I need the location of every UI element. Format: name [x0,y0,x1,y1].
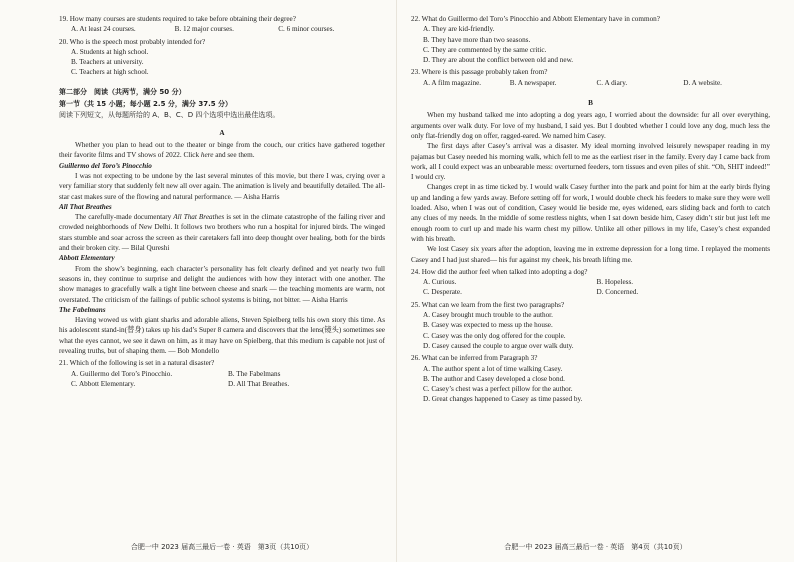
review-pinocchio: I was not expecting to be undone by the last several minutes of this movie, but there I was, crying over a very familiar story that suddenly felt new all over again. The animation is lively and beautifully detailed. The all-star cast makes sure of the flowing and natural performance. — Aisha Harris [59,171,385,201]
option-b: B. 12 major courses. [174,25,234,34]
option-a: A. They are kid-friendly. [423,25,495,34]
option-b: B. Teachers at university. [71,58,144,67]
option-d: D. Concerned. [596,288,639,297]
question-stem: 24. How did the author feel when talked into adopting a dog? [411,267,588,276]
passage-intro [59,140,385,161]
passage-b-paragraph-4: We lost Casey six years after the adoption, leaving me in extreme depression for a long time. I replayed the moments Casey and I had just shared— his fur against my cheek, his breath lifting me. [411,245,770,264]
option-a: A. Casey brought much trouble to the author. [423,311,553,320]
option-c: C. Casey’s chest was a perfect pillow for the author. [423,385,573,394]
intro-text: Whether you plan to head out to the theater or binge from the couch, our critics have gathered together their favorite films and TV shows of 2022. Click [59,141,385,160]
option-b: B. The Fabelmans [228,369,281,378]
options-row [411,78,770,88]
part-two-title: 第二部分 阅读（共两节，满分 50 分） [59,87,186,96]
question-19 [59,14,385,35]
here-link[interactable]: here [200,151,214,160]
review-abbott: From the show’s beginning, each character’s personality has felt clearly defined and yet nearly two full seasons in, they continue to surprise and delight the audiences with how they interact with one another. The show manages to gracefully walk a tight line between cheese and snark — the teaching moments are warm, not overstated. The criticism of the failings of public school systems is biting, not bitter. — Aisha Harris [59,264,385,304]
intro-text-end: and see them. [213,151,255,160]
passage-a-label: A [219,128,225,137]
question-stem: 21. Which of the following is set in a natural disaster? [59,359,215,368]
page-footer: 合肥一中 2023 届高三最后一卷 · 英语 第4页（共10页） [504,543,687,551]
options-row [59,379,385,389]
option-d: D. Casey caused the couple to argue over walk duty. [423,341,574,350]
review-text-end: is set in the climate catastrophe of the failing river and crowded neighborhoods of New Delhi. It follows two brothers who run a hospital for injured birds. The winged stars stumble and soar across the screen as their caretakers fall into deep thought over healing, both for the birds and their broken city. — Bilal Qureshi [59,213,385,253]
option-d: D. Great changes happened to Casey as time passed by. [423,395,583,404]
section-one-title: 第一节（共 15 小题；每小题 2.5 分，满分 37.5 分） [59,99,233,108]
passage-b-paragraph-2: The first days after Casey’s arrival was a disaster. My ideal morning involved leisurely newspaper reading in my pajamas but Casey needed his morning walk, which fell to me as the earliest riser in the family. Every day I came back from work, all I could expect was an unbearable mess: overturned feeders, torn tissues and even piles of shit. “Oh, SHIT indeed!” I would cry. [411,142,770,182]
question-24 [411,267,770,298]
question-stem: 20. Who is the speech most probably intended for? [59,37,206,46]
option-b: B. A newspaper. [509,78,557,87]
option-c: C. Teachers at high school. [71,68,149,77]
option-b: B. Hopeless. [596,278,634,287]
option-a: A. Curious. [423,278,457,287]
options-row [411,287,770,297]
question-stem: 26. What can be inferred from Paragraph 3? [411,354,538,363]
option-b: B. Casey was expected to mess up the house. [423,321,553,330]
option-d: D. All That Breathes. [228,379,290,388]
reading-instruction: 阅读下列短文，从每题所给的 A、B、C、D 四个选项中选出最佳选项。 [59,110,280,119]
options-row [59,24,385,34]
question-stem: 19. How many courses are students required to take before obtaining their degree? [59,15,296,23]
option-c: C. 6 minor courses. [278,25,335,34]
question-25 [411,300,770,351]
question-stem: 23. Where is this passage probably taken from? [411,68,548,77]
review-title-abbott: Abbott Elementary [59,254,115,263]
question-stem: 25. What can we learn from the first two paragraphs? [411,300,565,309]
option-d: D. A website. [683,78,722,87]
option-a: A. A film magazine. [423,78,482,87]
page-footer: 合肥一中 2023 届高三最后一卷 · 英语 第3页（共10页） [130,543,314,551]
question-26 [411,353,770,404]
option-a: A. Guillermo del Toro’s Pinocchio. [71,369,173,378]
option-c: C. Casey was the only dog offered for the couple. [423,331,566,340]
option-a: A. The author spent a lot of time walking Casey. [423,364,563,373]
option-c: C. A diary. [596,78,628,87]
options-row [411,277,770,287]
passage-b-label: B [588,99,593,108]
option-c: C. Desperate. [423,288,462,297]
option-c: C. Abbott Elementary. [71,379,136,388]
question-23 [411,67,770,88]
option-a: A. At least 24 courses. [71,25,136,34]
option-b: B. They have more than two seasons. [423,35,531,44]
option-a: A. Students at high school. [71,47,149,56]
question-stem: 22. What do Guillermo del Toro’s Pinocchio and Abbott Elementary have in common? [411,15,660,23]
option-d: D. They are about the conflict between old and new. [423,56,574,65]
option-b: B. The author and Casey developed a close bond. [423,374,565,383]
right-page [397,0,794,562]
review-fabelmans: Having wowed us with giant sharks and adorable aliens, Steven Spielberg tells his own story this time. As his adolescent stand-in(替身) takes up his dad’s Super 8 camera and discovers that the lens(镜头) sometimes see what the eyes cannot, we see it dawn on him, as it may have on Spielberg, that this medium is capable not just of revealing truths, but of shaping them. — Bob Mondello [59,316,385,356]
question-22 [411,14,770,65]
options-row [59,369,385,379]
review-all-that-breathes [59,212,385,253]
review-title-fabelmans: The Fabelmans [59,305,106,314]
passage-b-paragraph-3: Changes crept in as time ticked by. I would walk Casey further into the park and point for him at the early birds flying up and landing a few yards away. Before setting off for work, I would double check his feeders to make sure they were well loaded. Also, when I was out of condition, Casey would lie beside me, eyes widened, ears sliding back and forth to catch any clues of my needs. In the middle of some restless nights, when I sat down beside him, Casey didn’t stir but just left me enough room to curl up and made his warm chest my pillow. Unlike all other pillows in my life, Casey’s chest expanded with his breath. [411,183,770,243]
question-21 [59,358,385,389]
review-text: The carefully-made documentary [75,213,174,222]
review-title-pinocchio: Guillermo del Toro’s Pinocchio [59,161,152,170]
film-title-inline: All That Breathes [173,213,225,222]
question-20 [59,37,385,78]
option-c: C. They are commented by the same critic. [423,45,547,54]
review-title-all-that-breathes: All That Breathes [59,202,112,211]
passage-b-paragraph-1: When my husband talked me into adopting a dog years ago, I worried about the downside: fur all over everything, arguments over walk duty. For love of my husband, I said yes. But I doubted whether I could love any dog, much less the only flat-friendly dog on offer, ragged-eared. We named him Casey. [411,111,770,140]
